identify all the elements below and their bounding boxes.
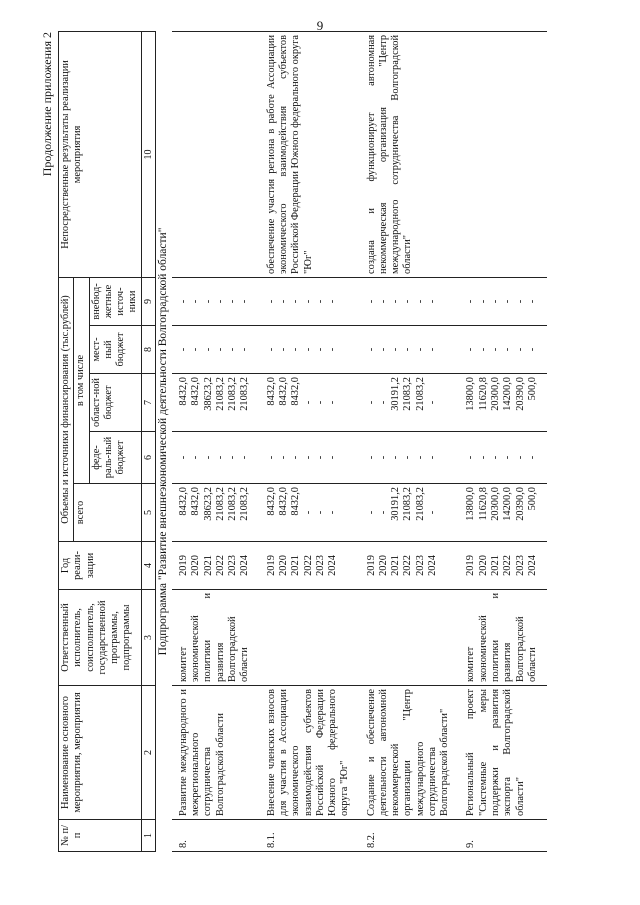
years-value: 2020	[278, 555, 290, 576]
total-value: 8432,0	[265, 487, 277, 516]
extra-value: -	[465, 299, 477, 304]
federal-value: -	[377, 455, 389, 460]
column-number: 10	[141, 31, 156, 277]
total-value: 30191,2	[390, 487, 402, 521]
local-value: -	[514, 347, 526, 352]
row-number: 8.1.	[260, 820, 360, 852]
federal-value: -	[239, 455, 251, 460]
row-local	[260, 326, 360, 374]
header-name: Наименование основного мероприятия, мероприятия	[59, 686, 142, 820]
federal-value: -	[427, 455, 439, 460]
total-value: -	[365, 510, 377, 515]
regional-value: 30191,2	[390, 377, 402, 411]
total-value: -	[427, 510, 439, 515]
regional-value: 21083,2	[214, 377, 226, 411]
years-value: 2023	[514, 555, 526, 576]
regional-value: -	[365, 400, 377, 405]
local-value: -	[177, 347, 189, 352]
extra-value: -	[477, 299, 489, 304]
years-value: 2020	[377, 555, 389, 576]
years-value: 2024	[526, 555, 538, 576]
extra-value: -	[202, 299, 214, 304]
local-value: -	[427, 347, 439, 352]
column-number: 5	[141, 484, 156, 542]
regional-value: 13800,0	[465, 377, 477, 411]
regional-value: 8432,0	[265, 377, 277, 406]
regional-value: 21083,2	[402, 377, 414, 411]
regional-value: -	[327, 400, 339, 405]
total-value: -	[314, 510, 326, 515]
header-result: Непосредственные результаты реализации мероприятия	[59, 31, 142, 277]
federal-value: -	[477, 455, 489, 460]
years-value: 2024	[427, 555, 439, 576]
total-value: 500,0	[526, 487, 538, 511]
years-value: 2023	[414, 555, 426, 576]
total-value: 20300,0	[490, 487, 502, 521]
subprogram-title: Подпрограмма "Развитие внешнеэкономической деятельности Волгоградской области"	[157, 227, 170, 656]
local-value: -	[227, 347, 239, 352]
local-value: -	[526, 347, 538, 352]
regional-value: -	[377, 400, 389, 405]
column-number: 6	[141, 432, 156, 484]
federal-value: -	[514, 455, 526, 460]
extra-value: -	[402, 299, 414, 304]
total-value: 21083,2	[402, 487, 414, 521]
total-value: 8432,0	[278, 487, 290, 516]
federal-value: -	[390, 455, 402, 460]
federal-value: -	[227, 455, 239, 460]
row-executor: комитет экономической политики и развития Волгоградской области	[172, 590, 260, 686]
local-value: -	[302, 347, 314, 352]
row-extra	[459, 277, 547, 325]
financing-table	[58, 31, 547, 852]
continuation-note: Продолжение приложения 2	[40, 32, 54, 177]
years-value: 2022	[302, 555, 314, 576]
extra-value: -	[278, 299, 290, 304]
years-value: 2019	[265, 555, 277, 576]
table-row	[260, 31, 360, 851]
years-value: 2019	[177, 555, 189, 576]
federal-value: -	[414, 455, 426, 460]
row-executor	[260, 590, 360, 686]
header-year: Год реали-зации	[59, 542, 142, 590]
federal-value: -	[302, 455, 314, 460]
federal-value: -	[402, 455, 414, 460]
regional-value: 21083,2	[227, 377, 239, 411]
total-value: -	[327, 510, 339, 515]
row-total	[172, 484, 260, 542]
extra-value: -	[365, 299, 377, 304]
row-federal	[260, 432, 360, 484]
column-number: 7	[141, 374, 156, 432]
federal-value: -	[502, 455, 514, 460]
regional-value: 38623,2	[202, 377, 214, 411]
row-name: Региональный проект "Системные меры поддержки и развития экспорта Волгоградской области"	[459, 686, 547, 820]
local-value: -	[390, 347, 402, 352]
header-num: № п/п	[59, 820, 142, 852]
header-total: всего	[74, 484, 141, 542]
header-federal: феде-раль-ный бюджет	[89, 432, 141, 484]
extra-value: -	[390, 299, 402, 304]
extra-value: -	[239, 299, 251, 304]
years-value: 2021	[290, 555, 302, 576]
total-value: 8432,0	[190, 487, 202, 516]
extra-value: -	[290, 299, 302, 304]
extra-value: -	[490, 299, 502, 304]
total-value: 38623,2	[202, 487, 214, 521]
column-number: 8	[141, 326, 156, 374]
table-row	[459, 31, 547, 851]
years-value: 2020	[477, 555, 489, 576]
regional-value: -	[314, 400, 326, 405]
row-name: Создание и обеспечение деятельности автономной некоммерческой организации "Центр международного сотрудничества Волгоградской области"	[360, 686, 460, 820]
page-number: 9	[316, 18, 324, 33]
row-result: создана и функционирует автономная некоммерческая организация "Центр международного сотрудничества Волгоградской области"	[360, 31, 460, 277]
row-result	[172, 31, 260, 277]
row-regional	[360, 374, 460, 432]
row-regional	[172, 374, 260, 432]
years-value: 2022	[214, 555, 226, 576]
years-value: 2019	[465, 555, 477, 576]
row-result	[459, 31, 547, 277]
total-value: 21083,2	[214, 487, 226, 521]
row-number: 9.	[459, 820, 547, 852]
total-value: 21083,2	[239, 487, 251, 521]
local-value: -	[265, 347, 277, 352]
federal-value: -	[526, 455, 538, 460]
federal-value: -	[190, 455, 202, 460]
extra-value: -	[327, 299, 339, 304]
years-value: 2023	[314, 555, 326, 576]
local-value: -	[202, 347, 214, 352]
row-federal	[360, 432, 460, 484]
column-number: 1	[141, 820, 156, 852]
federal-value: -	[265, 455, 277, 460]
years-value: 2023	[227, 555, 239, 576]
row-extra	[260, 277, 360, 325]
header-regional: област-ной бюджет	[89, 374, 141, 432]
federal-value: -	[314, 455, 326, 460]
total-value: 21083,2	[227, 487, 239, 521]
years-value: 2019	[365, 555, 377, 576]
row-name: Развитие международного и межрегионального сотрудничества Волгоградской области	[172, 686, 260, 820]
extra-value: -	[377, 299, 389, 304]
federal-value: -	[214, 455, 226, 460]
regional-value: 21083,2	[414, 377, 426, 411]
federal-value: -	[290, 455, 302, 460]
regional-value: 20300,0	[490, 377, 502, 411]
row-number: 8.2.	[360, 820, 460, 852]
local-value: -	[190, 347, 202, 352]
column-number: 9	[141, 277, 156, 325]
local-value: -	[314, 347, 326, 352]
regional-value: 14200,0	[502, 377, 514, 411]
row-years	[459, 542, 547, 590]
extra-value: -	[427, 299, 439, 304]
row-total	[459, 484, 547, 542]
years-value: 2021	[390, 555, 402, 576]
row-extra	[360, 277, 460, 325]
header-extra: внебюд-жетные источ-ники	[89, 277, 141, 325]
federal-value: -	[490, 455, 502, 460]
column-number: 2	[141, 686, 156, 820]
row-local	[172, 326, 260, 374]
row-number: 8.	[172, 820, 260, 852]
regional-value: 11620,8	[477, 377, 489, 411]
row-federal	[172, 432, 260, 484]
total-value: 11620,8	[477, 487, 489, 521]
local-value: -	[377, 347, 389, 352]
row-years	[172, 542, 260, 590]
row-total	[260, 484, 360, 542]
regional-value: 8432,0	[190, 377, 202, 406]
row-regional	[459, 374, 547, 432]
local-value: -	[414, 347, 426, 352]
table-row	[360, 31, 460, 851]
rotated-table-sheet	[40, 32, 600, 852]
total-value: 8432,0	[290, 487, 302, 516]
total-value: 8432,0	[177, 487, 189, 516]
extra-value: -	[265, 299, 277, 304]
column-number: 3	[141, 590, 156, 686]
federal-value: -	[365, 455, 377, 460]
extra-value: -	[526, 299, 538, 304]
row-executor: комитет экономической политики и развития Волгоградской области	[459, 590, 547, 686]
header-local: мест-ный бюджет	[89, 326, 141, 374]
row-result: обеспечение участия региона в работе Ассоциации экономического взаимодействия субъектов Российской Федерации Южного федерального округа "Юг"	[260, 31, 360, 277]
local-value: -	[290, 347, 302, 352]
local-value: -	[327, 347, 339, 352]
federal-value: -	[327, 455, 339, 460]
local-value: -	[278, 347, 290, 352]
row-years	[360, 542, 460, 590]
local-value: -	[477, 347, 489, 352]
regional-value: 20390,0	[514, 377, 526, 411]
local-value: -	[239, 347, 251, 352]
row-extra	[172, 277, 260, 325]
total-value: -	[377, 510, 389, 515]
local-value: -	[502, 347, 514, 352]
row-federal	[459, 432, 547, 484]
table-row	[172, 31, 260, 851]
total-value: 21083,2	[414, 487, 426, 521]
regional-value: 8432,0	[278, 377, 290, 406]
extra-value: -	[414, 299, 426, 304]
row-total	[360, 484, 460, 542]
years-value: 2022	[502, 555, 514, 576]
local-value: -	[214, 347, 226, 352]
total-value: 14200,0	[502, 487, 514, 521]
extra-value: -	[190, 299, 202, 304]
federal-value: -	[177, 455, 189, 460]
row-name: Внесение членских взносов для участия в Ассоциации экономического взаимодействия субъектов Российской Федерации Южного федерального округа "Юг"	[260, 686, 360, 820]
column-number: 4	[141, 542, 156, 590]
total-value: 13800,0	[465, 487, 477, 521]
federal-value: -	[278, 455, 290, 460]
total-value: 20390,0	[514, 487, 526, 521]
years-value: 2024	[239, 555, 251, 576]
federal-value: -	[465, 455, 477, 460]
local-value: -	[402, 347, 414, 352]
extra-value: -	[314, 299, 326, 304]
years-value: 2021	[490, 555, 502, 576]
years-value: 2021	[202, 555, 214, 576]
extra-value: -	[502, 299, 514, 304]
header-including: в том числе	[74, 277, 89, 483]
extra-value: -	[514, 299, 526, 304]
regional-value: -	[427, 400, 439, 405]
extra-value: -	[302, 299, 314, 304]
header-executor: Ответственный исполнитель, соисполнитель, государственной программы, подпрограммы	[59, 590, 142, 686]
federal-value: -	[202, 455, 214, 460]
column-number-row	[141, 31, 156, 851]
regional-value: 8432,0	[177, 377, 189, 406]
local-value: -	[365, 347, 377, 352]
row-regional	[260, 374, 360, 432]
header-financing: Объемы и источники финансирования (тыс.рублей)	[59, 277, 74, 541]
local-value: -	[490, 347, 502, 352]
local-value: -	[465, 347, 477, 352]
years-value: 2024	[327, 555, 339, 576]
extra-value: -	[214, 299, 226, 304]
years-value: 2020	[190, 555, 202, 576]
row-years	[260, 542, 360, 590]
years-value: 2022	[402, 555, 414, 576]
regional-value: 8432,0	[290, 377, 302, 406]
row-executor	[360, 590, 460, 686]
regional-value: 21083,2	[239, 377, 251, 411]
regional-value: -	[302, 400, 314, 405]
total-value: -	[302, 510, 314, 515]
extra-value: -	[227, 299, 239, 304]
row-local	[459, 326, 547, 374]
row-local	[360, 326, 460, 374]
extra-value: -	[177, 299, 189, 304]
regional-value: 500,0	[526, 377, 538, 401]
